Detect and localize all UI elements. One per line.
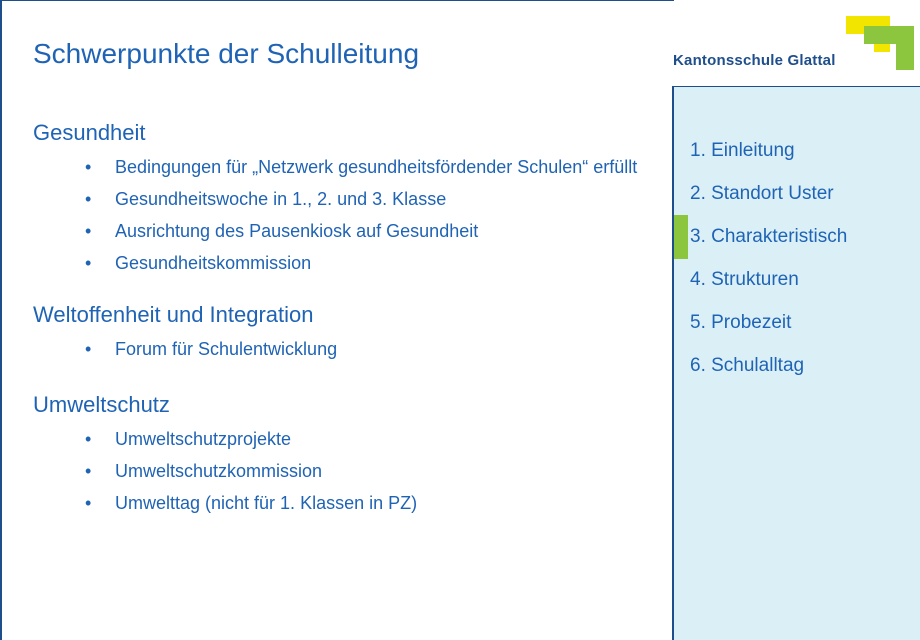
bullet-item	[33, 492, 663, 514]
bullet-text: Bedingungen für „Netzwerk gesundheitsfördender Schulen“ erfüllt	[115, 157, 638, 177]
bullet-text: Gesundheitswoche in 1., 2. und 3. Klasse	[115, 189, 447, 209]
bullet-item	[33, 338, 663, 360]
bullet-marker: •	[85, 493, 92, 513]
nav-item-schulalltag[interactable]	[674, 351, 920, 394]
school-logo-icon	[844, 12, 916, 72]
bullet-marker: •	[85, 189, 92, 209]
section-umweltschutz	[33, 390, 663, 514]
bullet-item	[33, 252, 663, 274]
nav-item-label: 5. Probezeit	[690, 312, 792, 333]
section-weltoffenheit	[33, 300, 663, 360]
nav-item-standort-uster[interactable]	[674, 179, 920, 222]
nav-item-charakteristisch[interactable]	[674, 222, 920, 265]
bullet-marker: •	[85, 339, 92, 359]
bullet-text: Ausrichtung des Pausenkiosk auf Gesundheit	[115, 221, 479, 241]
nav-item-label: 3. Charakteristisch	[690, 226, 848, 247]
section-gesundheit	[33, 118, 663, 274]
bullet-item	[33, 428, 663, 450]
frame-left-border	[0, 0, 2, 640]
nav-item-label: 4. Strukturen	[690, 269, 799, 290]
section-heading: Umweltschutz	[33, 392, 170, 417]
section-heading: Weltoffenheit und Integration	[33, 302, 314, 327]
nav-item-label: 2. Standort Uster	[690, 183, 834, 204]
bullet-item	[33, 460, 663, 482]
logo-green-stem	[896, 26, 914, 70]
bullet-marker: •	[85, 157, 92, 177]
nav-item-probezeit[interactable]	[674, 308, 920, 351]
nav-item-strukturen[interactable]	[674, 265, 920, 308]
nav-item-einleitung[interactable]	[674, 136, 920, 179]
school-name-logo: Kantonsschule Glattal	[673, 52, 836, 69]
bullet-item	[33, 220, 663, 242]
main-content	[33, 118, 663, 524]
bullet-text: Gesundheitskommission	[115, 253, 312, 273]
bullet-text: Umweltschutzkommission	[115, 461, 323, 481]
bullet-text: Umweltschutzprojekte	[115, 429, 292, 449]
bullet-list	[33, 338, 663, 360]
page-title: Schwerpunkte der Schulleitung	[33, 38, 420, 69]
bullet-text: Forum für Schulentwicklung	[115, 339, 338, 359]
bullet-marker: •	[85, 429, 92, 449]
nav-item-label: 6. Schulalltag	[690, 355, 805, 376]
bullet-list	[33, 156, 663, 274]
bullet-item	[33, 188, 663, 210]
bullet-list	[33, 428, 663, 514]
bullet-marker: •	[85, 221, 92, 241]
nav-item-label: 1. Einleitung	[690, 140, 795, 161]
frame-top-border	[0, 0, 674, 1]
bullet-text: Umwelttag (nicht für 1. Klassen in PZ)	[115, 493, 418, 513]
section-heading: Gesundheit	[33, 120, 146, 145]
nav-list	[674, 136, 920, 394]
bullet-item	[33, 156, 663, 178]
bullet-marker: •	[85, 253, 92, 273]
bullet-marker: •	[85, 461, 92, 481]
active-section-marker	[674, 215, 688, 259]
navigation-panel	[672, 86, 920, 640]
